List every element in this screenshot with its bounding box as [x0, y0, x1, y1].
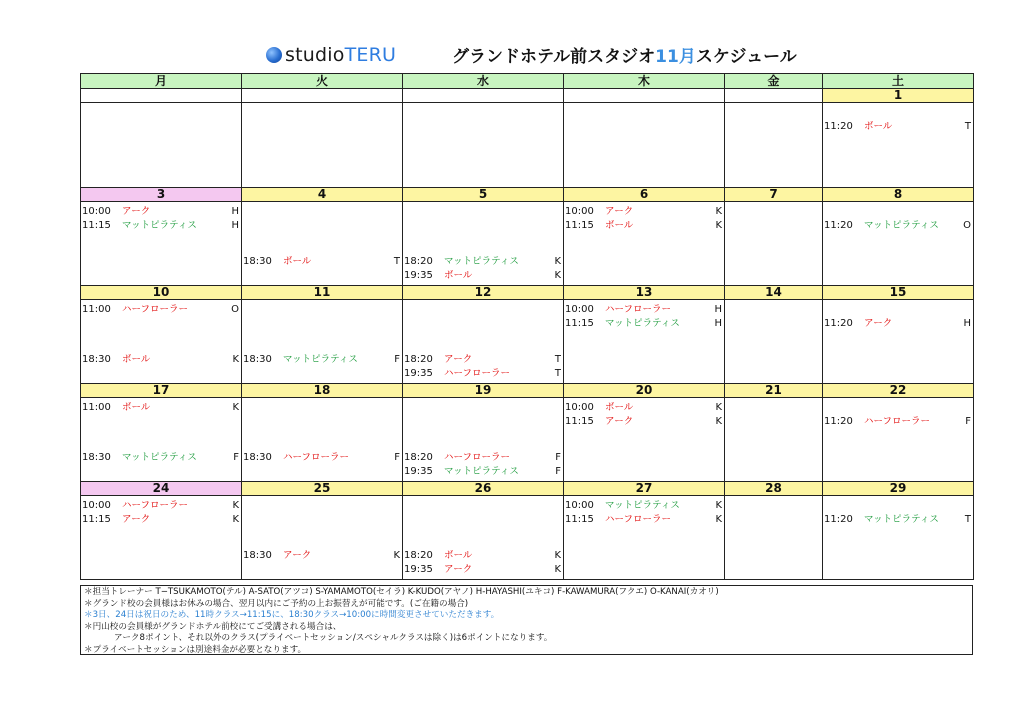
class-name: ボール [122, 354, 151, 365]
day-cell [81, 202, 241, 285]
day-number: 12 [403, 286, 564, 300]
class-name: ボール [605, 402, 634, 413]
class-entry [404, 452, 561, 464]
class-entry [82, 514, 239, 526]
class-time: 18:30 [82, 354, 111, 365]
day-cell [725, 103, 822, 187]
trainer-code: K [715, 402, 722, 413]
class-time: 10:00 [565, 500, 594, 511]
class-time: 19:35 [404, 564, 433, 575]
trainer-code: K [232, 514, 239, 525]
class-entry [824, 318, 971, 330]
trainer-code: T [554, 354, 561, 365]
trainer-code: K [715, 220, 722, 231]
date-row [81, 286, 974, 300]
day-number [564, 89, 725, 103]
class-time: 11:20 [824, 514, 853, 525]
class-name: アーク [283, 550, 312, 561]
note-makeup: ＊グランド校の会員様はお休みの場合、翌月以内にご予約の上お振替えが可能です。(ご在籍の場合) [84, 598, 469, 609]
trainer-code: T [964, 514, 971, 525]
trainer-code: F [233, 452, 239, 463]
trainer-code: T [554, 368, 561, 379]
class-entry [824, 121, 971, 133]
class-time: 10:00 [565, 402, 594, 413]
day-cell [823, 496, 973, 579]
class-entry [404, 466, 561, 478]
class-name: ハーフローラー [605, 514, 672, 525]
day-number: 8 [823, 188, 974, 202]
class-time: 11:15 [565, 416, 594, 427]
class-entry [243, 256, 400, 268]
class-entry [82, 402, 239, 414]
day-cell [403, 496, 563, 579]
trainer-code: K [232, 354, 239, 365]
day-cell [403, 300, 563, 383]
weekday-fri: 金 [725, 74, 823, 89]
class-entry [404, 256, 561, 268]
class-entry [404, 564, 561, 576]
class-name: ハーフローラー [444, 452, 511, 463]
trainer-code: O [963, 220, 971, 231]
trainer-code: H [714, 304, 722, 315]
day-cell [403, 398, 563, 481]
class-name: アーク [864, 318, 893, 329]
trainer-code: K [554, 564, 561, 575]
class-name: マットピラティス [444, 256, 519, 267]
class-entry [82, 452, 239, 464]
class-time: 18:30 [243, 354, 272, 365]
day-number: 3 [81, 188, 242, 202]
class-entry [565, 402, 722, 414]
day-cell [823, 398, 973, 481]
class-entry [243, 452, 400, 464]
studio-logo [266, 43, 396, 67]
day-number: 5 [403, 188, 564, 202]
class-time: 11:00 [82, 304, 111, 315]
class-time: 10:00 [565, 206, 594, 217]
class-entry [82, 220, 239, 232]
day-cell [81, 103, 241, 187]
class-time: 11:15 [82, 514, 111, 525]
date-row [81, 482, 974, 496]
page-title: グランドホテル前スタジオ11月スケジュール [452, 47, 797, 67]
class-name: ハーフローラー [122, 500, 189, 511]
day-number: 26 [403, 482, 564, 496]
day-number: 6 [564, 188, 725, 202]
class-name: ボール [444, 270, 473, 281]
class-time: 11:20 [824, 416, 853, 427]
day-cell [242, 202, 402, 285]
class-entry [565, 514, 722, 526]
class-entry [82, 354, 239, 366]
class-name: ボール [283, 256, 312, 267]
class-entry [824, 416, 971, 428]
class-name: アーク [122, 206, 151, 217]
class-name: ハーフローラー [283, 452, 350, 463]
class-name: ボール [864, 121, 893, 132]
class-time: 18:30 [243, 452, 272, 463]
trainer-code: T [964, 121, 971, 132]
day-number: 10 [81, 286, 242, 300]
week-row [81, 103, 974, 188]
class-entry [404, 354, 561, 366]
class-time: 19:35 [404, 270, 433, 281]
class-name: ボール [444, 550, 473, 561]
day-number: 22 [823, 384, 974, 398]
day-number: 11 [242, 286, 403, 300]
class-entry [404, 550, 561, 562]
class-name: アーク [122, 514, 151, 525]
class-name: アーク [605, 416, 634, 427]
class-name: マットピラティス [605, 318, 680, 329]
class-entry [565, 220, 722, 232]
class-name: ハーフローラー [122, 304, 189, 315]
class-entry [565, 206, 722, 218]
weekday-sat: 土 [823, 74, 974, 89]
day-cell [725, 398, 822, 481]
class-entry [243, 550, 400, 562]
day-cell [564, 496, 724, 579]
trainer-code: K [715, 500, 722, 511]
day-cell [564, 202, 724, 285]
day-number: 17 [81, 384, 242, 398]
day-number: 27 [564, 482, 725, 496]
class-time: 19:35 [404, 466, 433, 477]
trainer-code: K [715, 416, 722, 427]
class-time: 18:20 [404, 256, 433, 267]
day-number: 1 [823, 89, 974, 103]
day-number: 24 [81, 482, 242, 496]
day-cell [564, 103, 724, 187]
day-cell [242, 398, 402, 481]
class-entry [82, 500, 239, 512]
trainer-code: K [232, 402, 239, 413]
class-time: 11:15 [565, 220, 594, 231]
page-header [0, 40, 1024, 70]
trainer-code: F [555, 452, 561, 463]
class-entry [243, 354, 400, 366]
trainer-code: F [555, 466, 561, 477]
class-name: アーク [605, 206, 634, 217]
class-name: ボール [605, 220, 634, 231]
day-cell [242, 300, 402, 383]
day-cell [823, 103, 973, 187]
day-number [81, 89, 242, 103]
note-maruyama: ＊円山校の会員様がグランドホテル前校にてご受講される場合は、 [84, 621, 342, 632]
class-time: 10:00 [82, 500, 111, 511]
note-holiday: ＊3日、24日は祝日のため、11時クラス→11:15に、18:30クラス→10:00に時間変更させていただきます。 [84, 610, 500, 620]
class-time: 10:00 [565, 304, 594, 315]
day-cell [564, 300, 724, 383]
class-entry [565, 416, 722, 428]
class-entry [565, 500, 722, 512]
class-entry [565, 304, 722, 316]
trainer-code: K [554, 256, 561, 267]
class-time: 11:20 [824, 121, 853, 132]
day-number: 4 [242, 188, 403, 202]
day-number [242, 89, 403, 103]
day-number: 19 [403, 384, 564, 398]
trainer-code: H [231, 220, 239, 231]
date-row [81, 384, 974, 398]
class-time: 18:20 [404, 354, 433, 365]
class-name: ハーフローラー [444, 368, 511, 379]
trainer-code: F [965, 416, 971, 427]
weekday-wed: 水 [403, 74, 564, 89]
trainer-code: F [394, 452, 400, 463]
day-cell [81, 496, 241, 579]
weekday-header-row [81, 74, 974, 89]
day-cell [725, 202, 822, 285]
class-name: マットピラティス [122, 220, 197, 231]
weekday-mon: 月 [81, 74, 242, 89]
class-name: マットピラティス [283, 354, 358, 365]
schedule-calendar [80, 73, 974, 580]
class-time: 11:15 [565, 318, 594, 329]
class-time: 10:00 [82, 206, 111, 217]
logo-globe-icon [266, 47, 282, 63]
day-number: 15 [823, 286, 974, 300]
notes-box [80, 585, 973, 655]
day-cell [725, 300, 822, 383]
class-entry [82, 304, 239, 316]
note-points: アーク8ポイント、それ以外のクラス(プライベートセッション/スペシャルクラスは除く)は6ポイントになります。 [114, 633, 553, 643]
class-time: 11:00 [82, 402, 111, 413]
class-name: マットピラティス [444, 466, 519, 477]
trainer-code: K [554, 270, 561, 281]
week-row [81, 300, 974, 384]
day-number [403, 89, 564, 103]
trainer-code: H [231, 206, 239, 217]
day-number: 7 [725, 188, 823, 202]
class-time: 11:20 [824, 318, 853, 329]
note-trainers: ＊担当トレーナー T−TSUKAMOTO(テル) A-SATO(アツコ) S-YAMAMOTO(セイラ) K-KUDO(アヤノ) H-HAYASHI(ユキコ) F-KAWAMURA(フクエ) O-KANAI(カオリ) [84, 587, 719, 597]
class-name: マットピラティス [864, 514, 939, 525]
logo-text: studioTERU [285, 44, 397, 66]
day-number: 25 [242, 482, 403, 496]
class-time: 19:35 [404, 368, 433, 379]
trainer-code: K [232, 500, 239, 511]
week-row [81, 202, 974, 286]
class-name: アーク [444, 564, 473, 575]
weekday-thu: 木 [564, 74, 725, 89]
day-cell [242, 103, 402, 187]
class-time: 18:20 [404, 452, 433, 463]
day-cell [725, 496, 822, 579]
class-time: 18:20 [404, 550, 433, 561]
class-time: 18:30 [243, 550, 272, 561]
day-number: 29 [823, 482, 974, 496]
trainer-code: H [714, 318, 722, 329]
day-cell [823, 300, 973, 383]
class-time: 11:20 [824, 220, 853, 231]
weekday-tue: 火 [242, 74, 403, 89]
class-name: マットピラティス [864, 220, 939, 231]
trainer-code: T [393, 256, 400, 267]
note-private: ＊プライベートセッションは別途料金が必要となります。 [84, 644, 307, 655]
week-row [81, 496, 974, 580]
trainer-code: K [715, 206, 722, 217]
class-entry [824, 220, 971, 232]
week-row [81, 398, 974, 482]
class-time: 11:15 [565, 514, 594, 525]
day-cell [823, 202, 973, 285]
trainer-code: O [231, 304, 239, 315]
trainer-code: K [393, 550, 400, 561]
class-name: アーク [444, 354, 473, 365]
day-number [725, 89, 823, 103]
day-number: 21 [725, 384, 823, 398]
day-number: 13 [564, 286, 725, 300]
trainer-code: H [963, 318, 971, 329]
day-cell [403, 103, 563, 187]
class-entry [82, 206, 239, 218]
day-cell [81, 300, 241, 383]
day-number: 28 [725, 482, 823, 496]
class-entry [404, 270, 561, 282]
class-name: ハーフローラー [864, 416, 931, 427]
day-cell [81, 398, 241, 481]
trainer-code: F [394, 354, 400, 365]
day-cell [564, 398, 724, 481]
trainer-code: K [715, 514, 722, 525]
class-name: マットピラティス [122, 452, 197, 463]
class-name: マットピラティス [605, 500, 680, 511]
class-name: ハーフローラー [605, 304, 672, 315]
class-entry [404, 368, 561, 380]
day-cell [242, 496, 402, 579]
trainer-code: K [554, 550, 561, 561]
day-number: 18 [242, 384, 403, 398]
day-number: 20 [564, 384, 725, 398]
class-time: 18:30 [82, 452, 111, 463]
class-entry [565, 318, 722, 330]
day-cell [403, 202, 563, 285]
class-time: 11:15 [82, 220, 111, 231]
date-row [81, 188, 974, 202]
class-time: 18:30 [243, 256, 272, 267]
date-row [81, 89, 974, 103]
day-number: 14 [725, 286, 823, 300]
class-entry [824, 514, 971, 526]
class-name: ボール [122, 402, 151, 413]
